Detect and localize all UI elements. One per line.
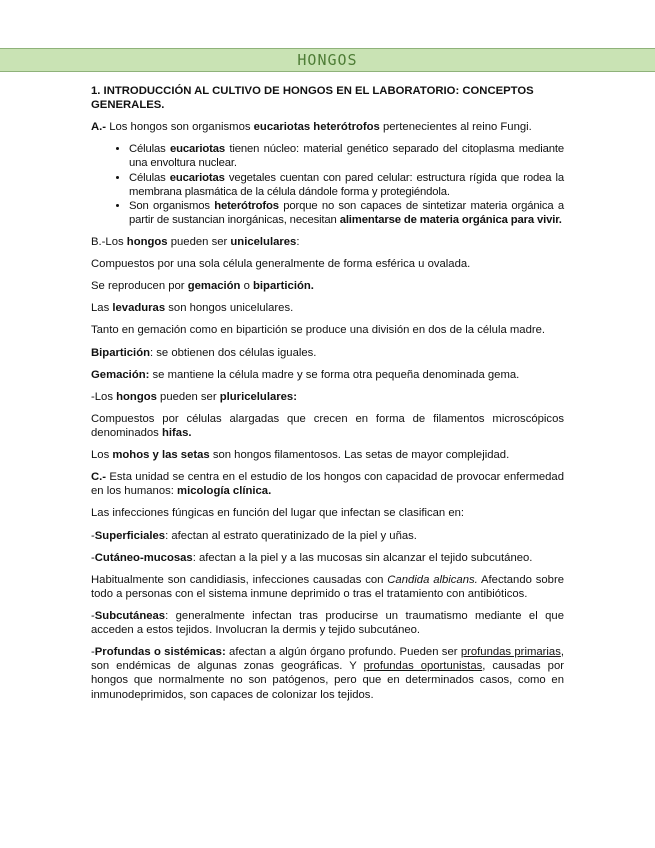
- text: Habitualmente son candidiasis, infecciones causadas con: [91, 573, 388, 586]
- text: porque no son capaces de sintetizar materia orgánica a partir de sustancian inorgánicas, necesitan: [129, 199, 564, 226]
- bold-text: Bipartición: [91, 346, 150, 359]
- text: afectan a algún órgano profundo. Pueden ser: [225, 646, 461, 659]
- text: -: [91, 646, 95, 659]
- list-item: [129, 199, 564, 227]
- paragraph: [91, 412, 564, 440]
- paragraph: Las infecciones fúngicas en función del lugar que infectan se clasifican en:: [91, 507, 465, 520]
- text: B.-Los: [91, 235, 127, 248]
- bold-text: hongos: [126, 235, 168, 248]
- text: vegetales cuentan con pared celular: estructura rígida que rodea la membrana plasmática de la célula dándole forma y protegiéndola.: [129, 171, 564, 198]
- text: pertenecientes al reino Fungi.: [379, 121, 532, 134]
- text: Compuestos por células alargadas que crecen en forma de filamentos microscópicos denominados: [91, 412, 564, 439]
- bold-text: hongos: [116, 390, 157, 403]
- text: : se obtienen dos células iguales.: [150, 346, 317, 359]
- paragraph: [91, 529, 564, 543]
- bold-text: gemación: [187, 280, 241, 293]
- text: pueden ser: [167, 235, 231, 248]
- paragraph: [91, 368, 564, 382]
- bold-text: unicelulares: [230, 235, 297, 248]
- text: tienen núcleo: material genético separado del citoplasma mediante una envoltura nuclear.: [129, 143, 564, 170]
- underlined-text: profundas primarias: [460, 646, 561, 659]
- text: Los hongos son organismos: [106, 121, 254, 134]
- bold-text: Profundas o sistémicas:: [94, 646, 226, 659]
- text: -: [91, 609, 95, 622]
- bold-text: eucariotas heterótrofos: [253, 121, 380, 134]
- section-heading: 1. INTRODUCCIÓN AL CULTIVO DE HONGOS EN EL LABORATORIO: CONCEPTOS GENERALES.: [91, 85, 534, 112]
- text: -Los: [91, 390, 117, 403]
- paragraph: [91, 301, 564, 315]
- bullet-list: [91, 142, 564, 227]
- paragraph-b: [91, 235, 564, 249]
- bold-text: mohos y las setas: [112, 449, 210, 462]
- underlined-text: profundas oportunistas: [363, 660, 483, 673]
- text: o: [240, 280, 254, 293]
- paragraph: [91, 346, 564, 360]
- document-body: [91, 84, 564, 710]
- list-item: [129, 171, 564, 199]
- banner-title: HONGOS: [297, 51, 358, 69]
- bold-text: levaduras: [112, 302, 166, 315]
- paragraph: Compuestos por una sola célula generalmente de forma esférica u ovalada.: [91, 258, 471, 271]
- text: Se reproducen por: [91, 280, 188, 293]
- text: son hongos filamentosos. Las setas de mayor complejidad.: [209, 449, 510, 462]
- paragraph: [91, 551, 564, 565]
- bold-text: heterótrofos: [214, 199, 279, 212]
- text: -: [91, 551, 95, 564]
- text: Células: [129, 143, 170, 156]
- text: , son endémicas de algunas zonas geográficas. Y: [91, 646, 564, 673]
- paragraph: [91, 609, 564, 637]
- label-c: C.-: [91, 471, 107, 484]
- bold-text: hifas.: [161, 426, 192, 439]
- bold-text: eucariotas: [169, 171, 225, 184]
- text: Esta unidad se centra en el estudio de los hongos con capacidad de provocar enfermedad en los humanos:: [91, 471, 564, 498]
- bold-text: bipartición.: [253, 280, 314, 293]
- text: -: [91, 529, 95, 542]
- bold-text: Superficiales: [94, 529, 166, 542]
- text: , causadas por hongos que normalmente no son patógenos, pero que en determinados casos, como en inmunodeprimidos, son capaces de colonizar los tejidos.: [91, 660, 564, 701]
- text: Son organismos: [129, 199, 215, 212]
- paragraph: Tanto en gemación como en bipartición se produce una división en dos de la célula madre.: [91, 324, 546, 337]
- bold-text: alimentarse de materia orgánica para vivir.: [339, 213, 562, 226]
- text: pueden ser: [156, 390, 220, 403]
- label-a: A.-: [91, 121, 107, 134]
- text: se mantiene la célula madre y se forma otra pequeña denominada gema.: [149, 368, 520, 381]
- bold-text: micología clínica.: [177, 485, 272, 498]
- paragraph: [91, 390, 564, 404]
- title-banner: [0, 48, 655, 72]
- italic-text: Candida albicans.: [387, 573, 478, 586]
- paragraph: [91, 279, 564, 293]
- paragraph: [91, 573, 564, 601]
- bold-text: pluricelulares:: [219, 390, 297, 403]
- paragraph: [91, 645, 564, 701]
- text: : afectan a la piel y a las mucosas sin alcanzar el tejido subcutáneo.: [192, 551, 533, 564]
- text: : afectan al estrato queratinizado de la piel y uñas.: [165, 529, 417, 542]
- list-item: [129, 142, 564, 170]
- bold-text: Cutáneo-mucosas: [94, 551, 193, 564]
- text: Células: [129, 171, 170, 184]
- text: : generalmente infectan tras producirse un traumatismo mediante el que acceden a estos tejidos. Involucran la dermis y tejido subcutáneo.: [91, 609, 564, 637]
- text: Afectando sobre todo a personas con el sistema inmune deprimido o tras el tratamiento con antibióticos.: [91, 573, 564, 600]
- text: :: [296, 235, 300, 248]
- bold-text: eucariotas: [170, 143, 226, 156]
- text: Las: [91, 302, 113, 315]
- bold-text: Subcutáneas: [94, 609, 166, 622]
- paragraph-a: [91, 120, 564, 134]
- paragraph-c: [91, 470, 564, 498]
- bold-text: Gemación:: [91, 368, 150, 381]
- text: son hongos unicelulares.: [165, 302, 294, 315]
- paragraph: [91, 448, 564, 462]
- text: Los: [91, 449, 113, 462]
